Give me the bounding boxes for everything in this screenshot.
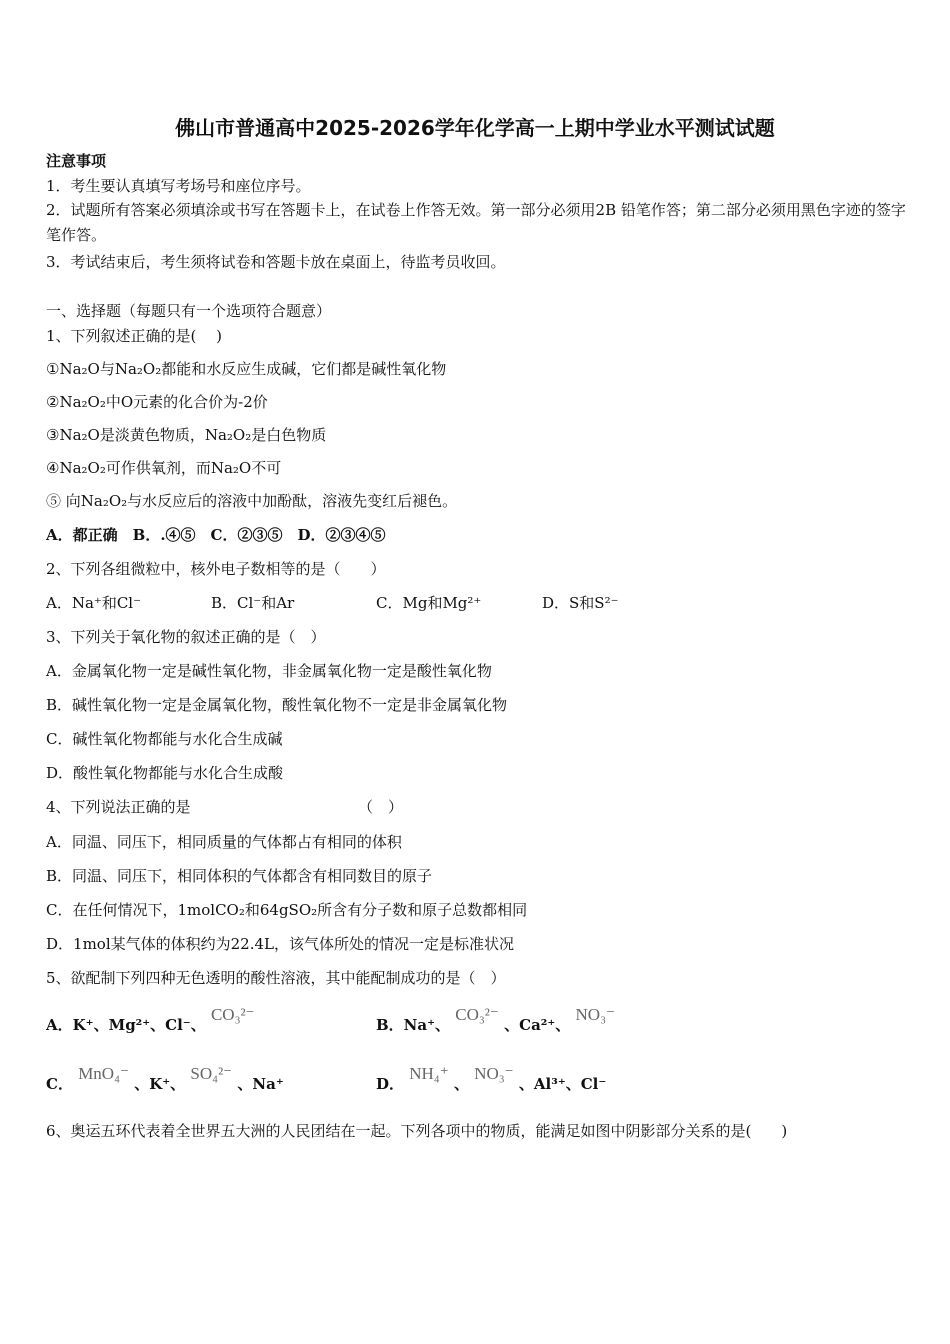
q5-option-c <box>46 1064 284 1094</box>
page-title: 佛山市普通高中2025-2026学年化学高一上期中学业水平测试试题 <box>175 116 775 140</box>
q3-option-d: D．酸性氧化物都能与水化合生成酸 <box>46 764 284 782</box>
q5-option-b-ion2: NO₃⁻ <box>575 1005 615 1024</box>
q5-option-c-text: C． <box>46 1075 73 1093</box>
q2-option-a: A．Na⁺和Cl⁻ <box>46 594 142 612</box>
q4-stem-text: 4、下列说法正确的是 <box>46 798 191 816</box>
q5-option-d-ion: NH₄⁺ <box>409 1064 449 1083</box>
notice-item-2: 2．试题所有答案必须填涂或书写在答题卡上，在试卷上作答无效。第一部分必须用2B 铅笔作答；第二部分必须用黑色字迹的签字笔作答。 <box>46 201 906 244</box>
q5-option-b-text: B．Na⁺、 <box>376 1016 451 1034</box>
q5-option-b-mid: 、Ca²⁺、 <box>504 1016 571 1034</box>
q3-option-b: B．碱性氧化物一定是金属氧化物，酸性氧化物不一定是非金属氧化物 <box>46 696 508 714</box>
q1-stem: 1、下列叙述正确的是( ) <box>46 327 223 345</box>
q5-option-b <box>376 1005 615 1035</box>
q6-stem: 6、奥运五环代表着全世界五大洲的人民团结在一起。下列各项中的物质，能满足如图中阴影部分关系的是( ) <box>46 1122 788 1140</box>
q5-option-c-mid: 、K⁺、 <box>134 1075 186 1093</box>
q1-statement-3: ③Na₂O是淡黄色物质，Na₂O₂是白色物质 <box>46 426 327 444</box>
section-heading: 一、选择题（每题只有一个选项符合题意） <box>46 302 332 320</box>
q4-option-a: A．同温、同压下，相同质量的气体都占有相同的体积 <box>46 833 402 851</box>
q1-statement-4: ④Na₂O₂可作供氧剂，而Na₂O不可 <box>46 459 282 477</box>
q5-option-b-ion: CO₃²⁻ <box>455 1005 499 1024</box>
q5-option-c-ion2: SO₄²⁻ <box>190 1064 233 1083</box>
q5-option-d-mid: 、 <box>453 1075 469 1093</box>
q5-option-a-ion: CO₃²⁻ <box>210 1005 255 1024</box>
notice-item-1: 1．考生要认真填写考场号和座位序号。 <box>46 177 311 195</box>
q5-option-d-text: D． <box>376 1075 405 1093</box>
q4-option-b: B．同温、同压下，相同体积的气体都含有相同数目的原子 <box>46 867 433 885</box>
q5-stem: 5、欲配制下列四种无色透明的酸性溶液，其中能配制成功的是（ ） <box>46 969 506 987</box>
q4-stem <box>46 797 404 817</box>
q5-option-d-end: 、Al³⁺、Cl⁻ <box>518 1075 607 1093</box>
q2-option-d: D．S和S²⁻ <box>542 594 619 612</box>
q4-paren: （ ） <box>358 798 404 816</box>
notice-item-3: 3．考试结束后，考生须将试卷和答题卡放在桌面上，待监考员收回。 <box>46 253 506 271</box>
q5-option-a-text: A．K⁺、Mg²⁺、Cl⁻、 <box>46 1016 206 1034</box>
q1-options: A．都正确 B．.④⑤ C．②③⑤ D．②③④⑤ <box>46 526 386 544</box>
q3-option-a: A．金属氧化物一定是碱性氧化物，非金属氧化物一定是酸性氧化物 <box>46 662 492 680</box>
q5-option-a <box>46 1005 255 1035</box>
q1-statement-1: ①Na₂O与Na₂O₂都能和水反应生成碱，它们都是碱性氧化物 <box>46 360 447 378</box>
q5-option-d-ion2: NO₃⁻ <box>474 1064 514 1083</box>
q3-option-c: C．碱性氧化物都能与水化合生成碱 <box>46 730 283 748</box>
q2-stem: 2、下列各组微粒中，核外电子数相等的是（ ） <box>46 560 386 578</box>
q4-option-c: C．在任何情况下，1molCO₂和64gSO₂所含有分子数和原子总数都相同 <box>46 901 528 919</box>
q3-stem: 3、下列关于氧化物的叙述正确的是（ ） <box>46 628 326 646</box>
q2-option-c: C．Mg和Mg²⁺ <box>376 594 482 612</box>
q5-option-c-ion: MnO₄⁻ <box>78 1064 129 1083</box>
q1-statement-2: ②Na₂O₂中O元素的化合价为-2价 <box>46 393 268 411</box>
notice-heading: 注意事项 <box>46 152 107 170</box>
q2-option-b: B．Cl⁻和Ar <box>211 594 295 612</box>
q5-option-d <box>376 1064 607 1094</box>
q5-option-c-end: 、Na⁺ <box>237 1075 284 1093</box>
q4-option-d: D．1mol某气体的体积约为22.4L，该气体所处的情况一定是标准状况 <box>46 935 514 953</box>
q1-statement-5: ⑤ 向Na₂O₂与水反应后的溶液中加酚酞，溶液先变红后褪色。 <box>46 492 458 510</box>
